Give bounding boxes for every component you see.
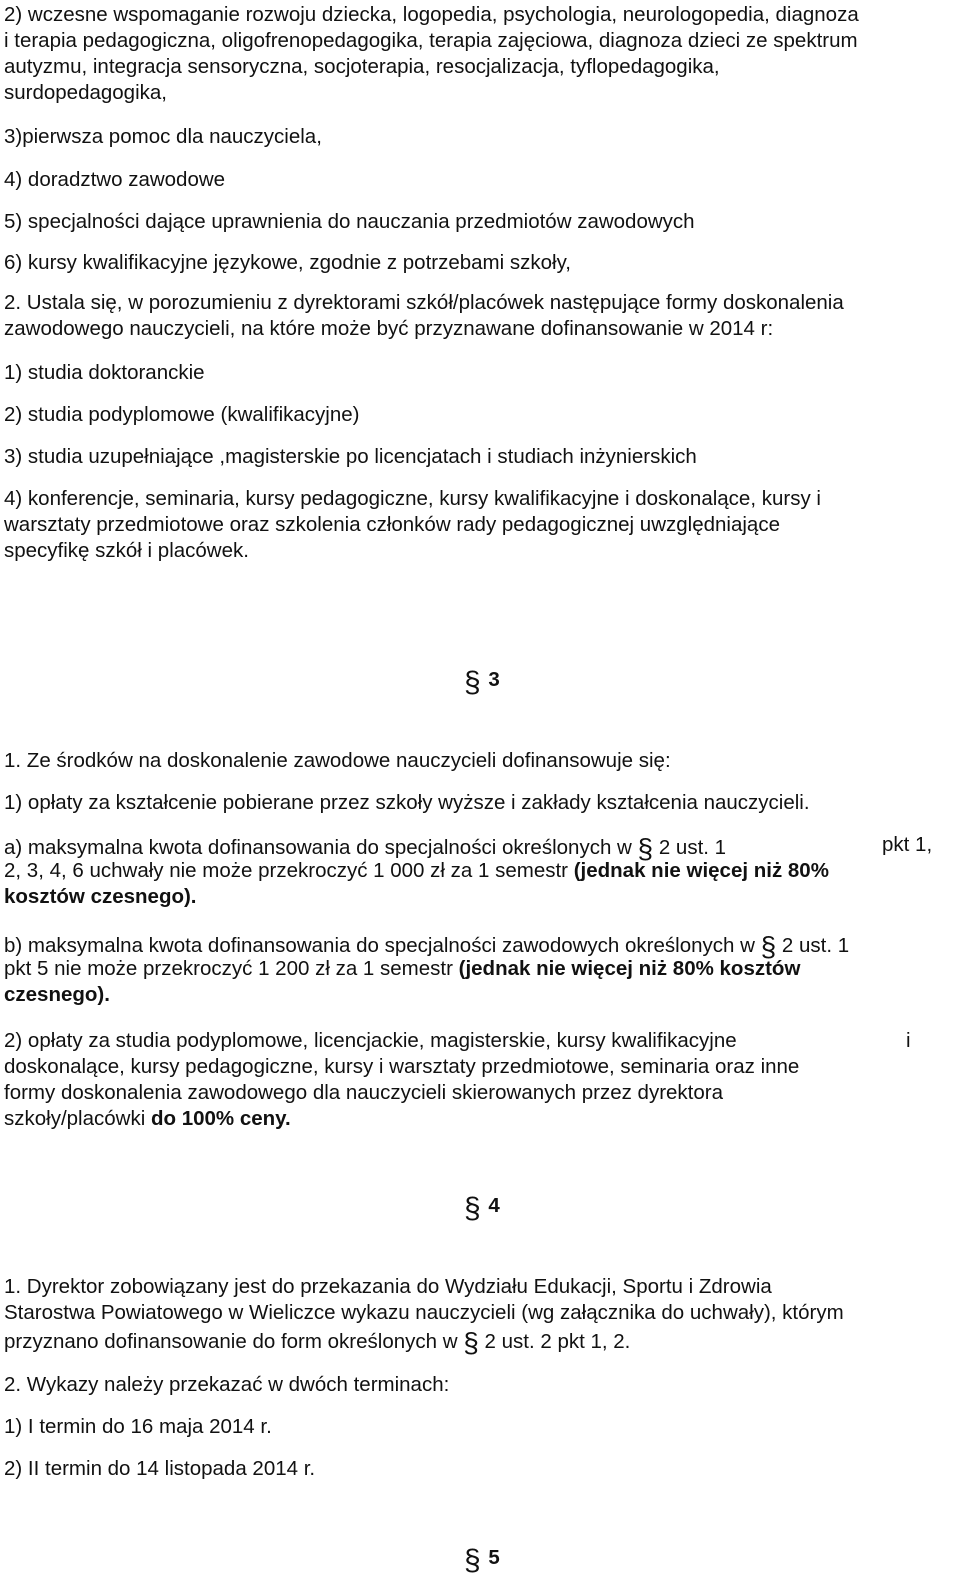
paragraph-line: 1. Dyrektor zobowiązany jest do przekazania do Wydziału Edukacji, Sportu i Zdrowia	[4, 1275, 772, 1298]
list-item: 3)pierwsza pomoc dla nauczyciela,	[4, 125, 322, 148]
paragraph-line: Starostwa Powiatowego w Wieliczce wykazu nauczycieli (wg załącznika do uchwały), którym	[4, 1301, 844, 1324]
text-span: przyznano dofinansowanie do form określonych w	[4, 1330, 458, 1353]
list-item: 3) studia uzupełniające ,magisterskie po licencjatach i studiach inżynierskich	[4, 445, 697, 468]
section-number: 5	[488, 1546, 500, 1569]
text-span: 2 ust. 1	[781, 934, 850, 957]
text-line: surdopedagogika,	[4, 81, 167, 104]
list-item-b	[4, 930, 850, 962]
bold-text: (jednak nie więcej niż 80% kosztów	[458, 957, 801, 980]
section-symbol: §	[637, 833, 654, 864]
section-heading	[464, 1190, 500, 1225]
section-symbol: §	[464, 1192, 481, 1225]
section-symbol: §	[760, 931, 777, 962]
paragraph-line: 2. Wykazy należy przekazać w dwóch terminach:	[4, 1373, 450, 1396]
section-symbol: §	[464, 1544, 481, 1577]
paragraph-line: 1. Ze środków na doskonalenie zawodowe nauczycieli dofinansowuje się:	[4, 749, 671, 772]
list-item-b-line	[4, 956, 800, 982]
section-symbol: §	[463, 1327, 479, 1358]
section-heading	[464, 1542, 500, 1577]
text-span: 2) opłaty za studia podyplomowe, licencjackie, magisterskie, kursy kwalifikacyjne	[4, 1029, 737, 1052]
paragraph-line: doskonalące, kursy pedagogiczne, kursy i warsztaty przedmiotowe, seminaria oraz inne	[4, 1055, 800, 1078]
text-span: pkt 5 nie może przekroczyć 1 200 zł za 1 semestr	[4, 957, 453, 980]
text-span: pkt 1,	[882, 833, 933, 856]
list-item: warsztaty przedmiotowe oraz szkolenia członków rady pedagogicznej uwzględniające	[4, 513, 780, 536]
text-span: i	[906, 1029, 911, 1052]
paragraph-line: 2. Ustala się, w porozumieniu z dyrektorami szkół/placówek następujące formy doskonalenia	[4, 291, 844, 314]
list-item-a-line	[4, 858, 829, 884]
list-item-a	[4, 832, 727, 864]
section-number: 3	[488, 668, 500, 691]
list-item: 4) konferencje, seminaria, kursy pedagogiczne, kursy kwalifikacyjne i doskonalące, kursy i	[4, 487, 821, 510]
text-span: 2 ust. 1	[658, 836, 727, 859]
list-item: 1) I termin do 16 maja 2014 r.	[4, 1415, 272, 1438]
list-item: 5) specjalności dające uprawnienia do nauczania przedmiotów zawodowych	[4, 210, 695, 233]
paragraph-line: zawodowego nauczycieli, na które może być przyznawane dofinansowanie w 2014 r:	[4, 317, 774, 340]
text-span: 2 ust. 2 pkt 1, 2.	[484, 1330, 631, 1353]
bold-text: (jednak nie więcej niż 80%	[573, 859, 829, 882]
paragraph-line	[4, 1106, 291, 1132]
list-item: 4) doradztwo zawodowe	[4, 168, 226, 191]
text-span: szkoły/placówki	[4, 1107, 146, 1130]
text-line: autyzmu, integracja sensoryczna, socjoterapia, resocjalizacja, tyflopedagogika,	[4, 55, 720, 78]
section-number: 4	[488, 1194, 500, 1217]
list-item: 1) studia doktoranckie	[4, 361, 205, 384]
text-span: 2, 3, 4, 6 uchwały nie może przekroczyć 1 000 zł za 1 semestr	[4, 859, 569, 882]
bold-text: kosztów czesnego).	[4, 885, 197, 908]
list-item: 6) kursy kwalifikacyjne językowe, zgodnie z potrzebami szkoły,	[4, 251, 572, 274]
text-span: a) maksymalna kwota dofinansowania do specjalności określonych w	[4, 836, 632, 859]
list-item: 1) opłaty za kształcenie pobierane przez szkoły wyższe i zakłady kształcenia nauczycieli.	[4, 791, 810, 814]
text-line: 2) wczesne wspomaganie rozwoju dziecka, logopedia, psychologia, neurologopedia, diagnoza	[4, 3, 859, 26]
section-heading	[464, 664, 500, 699]
paragraph-line: formy doskonalenia zawodowego dla nauczycieli skierowanych przez dyrektora	[4, 1081, 724, 1104]
bold-text: czesnego).	[4, 983, 110, 1006]
text-line: i terapia pedagogiczna, oligofrenopedagogika, terapia zajęciowa, diagnoza dzieci ze spektrum	[4, 29, 858, 52]
list-item: 2) II termin do 14 listopada 2014 r.	[4, 1457, 316, 1480]
list-item: 2) studia podyplomowe (kwalifikacyjne)	[4, 403, 360, 426]
section-symbol: §	[464, 666, 481, 699]
text-span: b) maksymalna kwota dofinansowania do specjalności zawodowych określonych w	[4, 934, 755, 957]
bold-text: do 100% ceny.	[150, 1107, 291, 1130]
list-item: specyfikę szkół i placówek.	[4, 539, 249, 562]
paragraph-line	[4, 1326, 631, 1358]
